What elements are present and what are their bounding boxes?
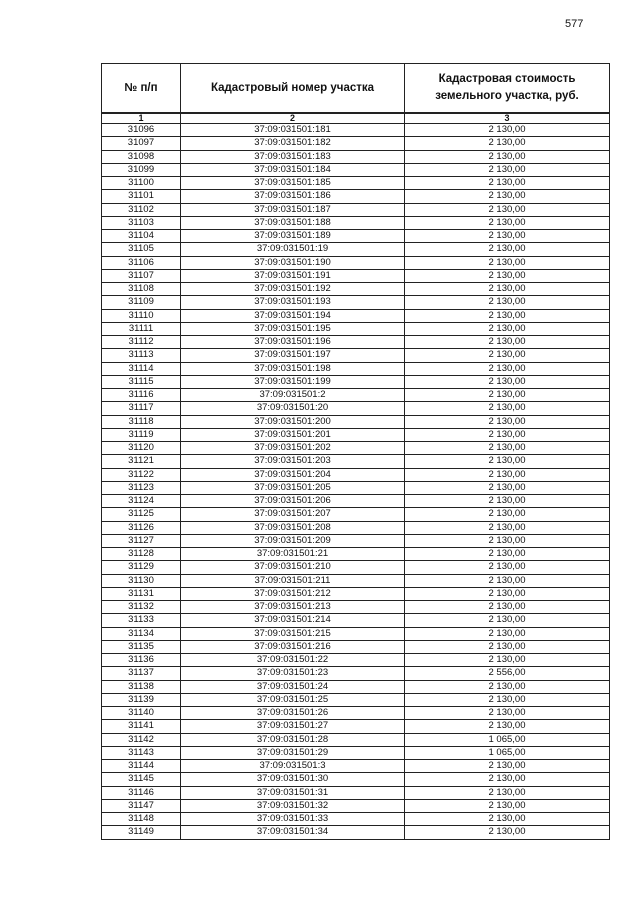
row-number-cell: 31143 (102, 746, 181, 759)
row-number-cell: 31136 (102, 654, 181, 667)
cadastral-number-cell: 37:09:031501:201 (181, 428, 405, 441)
cadastral-number-cell: 37:09:031501:24 (181, 680, 405, 693)
cadastral-value-cell: 2 130,00 (405, 693, 610, 706)
row-number-cell: 31132 (102, 601, 181, 614)
cadastral-value-cell: 2 130,00 (405, 508, 610, 521)
table-row (102, 508, 610, 521)
cadastral-number-cell: 37:09:031501:22 (181, 654, 405, 667)
row-number-cell: 31130 (102, 574, 181, 587)
cadastral-number-cell: 37:09:031501:207 (181, 508, 405, 521)
column-number-2: 2 (181, 113, 405, 124)
row-number-cell: 31102 (102, 203, 181, 216)
table-row (102, 693, 610, 706)
row-number-cell: 31144 (102, 760, 181, 773)
row-number-cell: 31145 (102, 773, 181, 786)
row-number-cell: 31108 (102, 283, 181, 296)
cadastral-number-cell: 37:09:031501:216 (181, 640, 405, 653)
table-row (102, 256, 610, 269)
cadastral-value-cell: 2 130,00 (405, 495, 610, 508)
row-number-cell: 31097 (102, 137, 181, 150)
cadastral-value-cell: 2 130,00 (405, 283, 610, 296)
row-number-cell: 31103 (102, 216, 181, 229)
cadastral-number-cell: 37:09:031501:213 (181, 601, 405, 614)
cadastral-value-cell: 2 130,00 (405, 455, 610, 468)
cadastral-number-cell: 37:09:031501:34 (181, 826, 405, 839)
cadastral-value-cell: 2 130,00 (405, 362, 610, 375)
table-row (102, 707, 610, 720)
cadastral-value-cell: 2 130,00 (405, 627, 610, 640)
row-number-cell: 31125 (102, 508, 181, 521)
table-row (102, 216, 610, 229)
table-row (102, 283, 610, 296)
column-number-3: 3 (405, 113, 610, 124)
table-row (102, 230, 610, 243)
row-number-cell: 31096 (102, 124, 181, 137)
row-number-cell: 31147 (102, 799, 181, 812)
row-number-cell: 31120 (102, 442, 181, 455)
row-number-cell: 31113 (102, 349, 181, 362)
cadastral-value-cell: 2 130,00 (405, 521, 610, 534)
row-number-cell: 31106 (102, 256, 181, 269)
cadastral-number-cell: 37:09:031501:187 (181, 203, 405, 216)
cadastral-value-cell: 2 130,00 (405, 587, 610, 600)
row-number-cell: 31123 (102, 481, 181, 494)
cadastral-number-cell: 37:09:031501:204 (181, 468, 405, 481)
cadastral-number-cell: 37:09:031501:33 (181, 813, 405, 826)
cadastral-number-cell: 37:09:031501:182 (181, 137, 405, 150)
table-row (102, 495, 610, 508)
cadastral-value-cell: 2 130,00 (405, 428, 610, 441)
cadastral-number-cell: 37:09:031501:188 (181, 216, 405, 229)
cadastral-value-cell: 2 130,00 (405, 269, 610, 282)
row-number-cell: 31118 (102, 415, 181, 428)
row-number-cell: 31129 (102, 561, 181, 574)
cadastral-value-cell: 2 130,00 (405, 243, 610, 256)
cadastral-value-cell: 2 130,00 (405, 150, 610, 163)
cadastral-number-cell: 37:09:031501:184 (181, 163, 405, 176)
table-row (102, 349, 610, 362)
row-number-cell: 31126 (102, 521, 181, 534)
cadastral-value-cell: 2 130,00 (405, 216, 610, 229)
table-row (102, 521, 610, 534)
table-row (102, 150, 610, 163)
cadastral-value-cell: 2 130,00 (405, 389, 610, 402)
row-number-cell: 31139 (102, 693, 181, 706)
cadastral-value-cell: 2 130,00 (405, 786, 610, 799)
table-row (102, 667, 610, 680)
cadastral-value-cell: 2 130,00 (405, 534, 610, 547)
cadastral-number-cell: 37:09:031501:197 (181, 349, 405, 362)
row-number-cell: 31099 (102, 163, 181, 176)
cadastral-value-table (101, 63, 610, 840)
row-number-cell: 31127 (102, 534, 181, 547)
cadastral-number-cell: 37:09:031501:202 (181, 442, 405, 455)
cadastral-value-cell: 2 130,00 (405, 548, 610, 561)
row-number-cell: 31135 (102, 640, 181, 653)
cadastral-number-cell: 37:09:031501:214 (181, 614, 405, 627)
row-number-cell: 31122 (102, 468, 181, 481)
row-number-cell: 31104 (102, 230, 181, 243)
table-row (102, 124, 610, 137)
row-number-cell: 31138 (102, 680, 181, 693)
row-number-cell: 31100 (102, 177, 181, 190)
row-number-cell: 31112 (102, 336, 181, 349)
cadastral-value-cell: 2 130,00 (405, 163, 610, 176)
table-row (102, 243, 610, 256)
cadastral-number-cell: 37:09:031501:208 (181, 521, 405, 534)
cadastral-value-cell: 2 130,00 (405, 177, 610, 190)
cadastral-number-cell: 37:09:031501:206 (181, 495, 405, 508)
table-row (102, 799, 610, 812)
cadastral-number-cell: 37:09:031501:200 (181, 415, 405, 428)
row-number-cell: 31114 (102, 362, 181, 375)
row-number-cell: 31117 (102, 402, 181, 415)
row-number-cell: 31101 (102, 190, 181, 203)
table-row (102, 309, 610, 322)
table-row (102, 534, 610, 547)
cadastral-number-cell: 37:09:031501:215 (181, 627, 405, 640)
cadastral-value-cell: 1 065,00 (405, 746, 610, 759)
cadastral-value-cell: 2 130,00 (405, 813, 610, 826)
cadastral-value-cell: 2 130,00 (405, 654, 610, 667)
cadastral-value-cell: 2 130,00 (405, 309, 610, 322)
cadastral-number-cell: 37:09:031501:210 (181, 561, 405, 574)
cadastral-number-cell: 37:09:031501:29 (181, 746, 405, 759)
cadastral-number-cell: 37:09:031501:191 (181, 269, 405, 282)
cadastral-value-cell: 2 130,00 (405, 707, 610, 720)
cadastral-value-cell: 2 130,00 (405, 256, 610, 269)
row-number-cell: 31148 (102, 813, 181, 826)
row-number-cell: 31133 (102, 614, 181, 627)
table-row (102, 760, 610, 773)
cadastral-value-cell: 2 130,00 (405, 680, 610, 693)
cadastral-number-cell: 37:09:031501:198 (181, 362, 405, 375)
row-number-cell: 31140 (102, 707, 181, 720)
cadastral-value-cell: 2 130,00 (405, 574, 610, 587)
table-row (102, 190, 610, 203)
cadastral-number-cell: 37:09:031501:203 (181, 455, 405, 468)
page-number: 577 (565, 18, 584, 30)
row-number-cell: 31137 (102, 667, 181, 680)
row-number-cell: 31110 (102, 309, 181, 322)
table-row (102, 548, 610, 561)
cadastral-value-cell: 2 130,00 (405, 124, 610, 137)
cadastral-value-cell: 2 130,00 (405, 720, 610, 733)
cadastral-number-cell: 37:09:031501:209 (181, 534, 405, 547)
cadastral-value-cell: 2 130,00 (405, 137, 610, 150)
cadastral-value-cell: 2 130,00 (405, 614, 610, 627)
cadastral-value-cell: 2 130,00 (405, 322, 610, 335)
cadastral-number-cell: 37:09:031501:3 (181, 760, 405, 773)
cadastral-value-cell: 2 130,00 (405, 402, 610, 415)
cadastral-number-cell: 37:09:031501:25 (181, 693, 405, 706)
table-row (102, 389, 610, 402)
cadastral-value-cell: 2 130,00 (405, 442, 610, 455)
cadastral-value-cell: 2 130,00 (405, 375, 610, 388)
cadastral-value-cell: 2 130,00 (405, 296, 610, 309)
cadastral-value-cell: 1 065,00 (405, 733, 610, 746)
cadastral-value-cell: 2 130,00 (405, 468, 610, 481)
cadastral-number-cell: 37:09:031501:181 (181, 124, 405, 137)
table-row (102, 574, 610, 587)
cadastral-number-cell: 37:09:031501:21 (181, 548, 405, 561)
table-row (102, 137, 610, 150)
table-row (102, 614, 610, 627)
table-row (102, 680, 610, 693)
row-number-cell: 31105 (102, 243, 181, 256)
table-row (102, 428, 610, 441)
header-row-number: № п/п (102, 64, 181, 114)
cadastral-number-cell: 37:09:031501:31 (181, 786, 405, 799)
row-number-cell: 31131 (102, 587, 181, 600)
cadastral-number-cell: 37:09:031501:32 (181, 799, 405, 812)
row-number-cell: 31115 (102, 375, 181, 388)
row-number-cell: 31146 (102, 786, 181, 799)
cadastral-number-cell: 37:09:031501:30 (181, 773, 405, 786)
cadastral-value-cell: 2 130,00 (405, 826, 610, 839)
table-row (102, 826, 610, 839)
table-header (102, 64, 610, 124)
cadastral-value-cell: 2 130,00 (405, 230, 610, 243)
row-number-cell: 31128 (102, 548, 181, 561)
table-row (102, 375, 610, 388)
row-number-cell: 31141 (102, 720, 181, 733)
cadastral-number-cell: 37:09:031501:186 (181, 190, 405, 203)
table-row (102, 773, 610, 786)
cadastral-number-cell: 37:09:031501:185 (181, 177, 405, 190)
row-number-cell: 31111 (102, 322, 181, 335)
table-row (102, 481, 610, 494)
cadastral-number-cell: 37:09:031501:211 (181, 574, 405, 587)
row-number-cell: 31121 (102, 455, 181, 468)
cadastral-number-cell: 37:09:031501:190 (181, 256, 405, 269)
cadastral-number-cell: 37:09:031501:19 (181, 243, 405, 256)
table-row (102, 362, 610, 375)
cadastral-value-cell: 2 130,00 (405, 760, 610, 773)
row-number-cell: 31149 (102, 826, 181, 839)
cadastral-number-cell: 37:09:031501:196 (181, 336, 405, 349)
table-row (102, 402, 610, 415)
table-row (102, 746, 610, 759)
row-number-cell: 31134 (102, 627, 181, 640)
header-cadastral-number: Кадастровый номер участка (181, 64, 405, 114)
cadastral-number-cell: 37:09:031501:193 (181, 296, 405, 309)
row-number-cell: 31109 (102, 296, 181, 309)
cadastral-value-cell: 2 130,00 (405, 640, 610, 653)
table-row (102, 720, 610, 733)
cadastral-number-cell: 37:09:031501:189 (181, 230, 405, 243)
table-row (102, 468, 610, 481)
cadastral-number-cell: 37:09:031501:23 (181, 667, 405, 680)
cadastral-number-cell: 37:09:031501:195 (181, 322, 405, 335)
header-cadastral-value: Кадастровая стоимость земельного участка, руб. (405, 64, 610, 114)
table-row (102, 627, 610, 640)
cadastral-number-cell: 37:09:031501:28 (181, 733, 405, 746)
cadastral-value-cell: 2 130,00 (405, 481, 610, 494)
cadastral-number-cell: 37:09:031501:20 (181, 402, 405, 415)
row-number-cell: 31116 (102, 389, 181, 402)
row-number-cell: 31107 (102, 269, 181, 282)
cadastral-number-cell: 37:09:031501:26 (181, 707, 405, 720)
cadastral-number-cell: 37:09:031501:199 (181, 375, 405, 388)
table-row (102, 733, 610, 746)
table-row (102, 813, 610, 826)
row-number-cell: 31124 (102, 495, 181, 508)
cadastral-value-cell: 2 130,00 (405, 190, 610, 203)
table-row (102, 322, 610, 335)
cadastral-number-cell: 37:09:031501:212 (181, 587, 405, 600)
table-row (102, 177, 610, 190)
cadastral-value-cell: 2 130,00 (405, 601, 610, 614)
table-row (102, 561, 610, 574)
row-number-cell: 31142 (102, 733, 181, 746)
cadastral-value-cell: 2 130,00 (405, 799, 610, 812)
table-row (102, 455, 610, 468)
cadastral-value-cell: 2 130,00 (405, 415, 610, 428)
row-number-cell: 31119 (102, 428, 181, 441)
cadastral-value-cell: 2 130,00 (405, 203, 610, 216)
table-row (102, 336, 610, 349)
cadastral-value-cell: 2 130,00 (405, 561, 610, 574)
cadastral-number-cell: 37:09:031501:194 (181, 309, 405, 322)
cadastral-value-cell: 2 130,00 (405, 349, 610, 362)
table-row (102, 640, 610, 653)
table-row (102, 296, 610, 309)
table-row (102, 587, 610, 600)
table-row (102, 654, 610, 667)
cadastral-number-cell: 37:09:031501:27 (181, 720, 405, 733)
table-body (102, 124, 610, 840)
table-row (102, 415, 610, 428)
cadastral-value-cell: 2 130,00 (405, 773, 610, 786)
cadastral-number-cell: 37:09:031501:192 (181, 283, 405, 296)
table-row (102, 163, 610, 176)
column-number-1: 1 (102, 113, 181, 124)
cadastral-number-cell: 37:09:031501:205 (181, 481, 405, 494)
table-row (102, 442, 610, 455)
table-row (102, 203, 610, 216)
cadastral-number-cell: 37:09:031501:2 (181, 389, 405, 402)
table-row (102, 786, 610, 799)
cadastral-number-cell: 37:09:031501:183 (181, 150, 405, 163)
row-number-cell: 31098 (102, 150, 181, 163)
table-row (102, 269, 610, 282)
cadastral-value-cell: 2 556,00 (405, 667, 610, 680)
cadastral-value-cell: 2 130,00 (405, 336, 610, 349)
table-row (102, 601, 610, 614)
